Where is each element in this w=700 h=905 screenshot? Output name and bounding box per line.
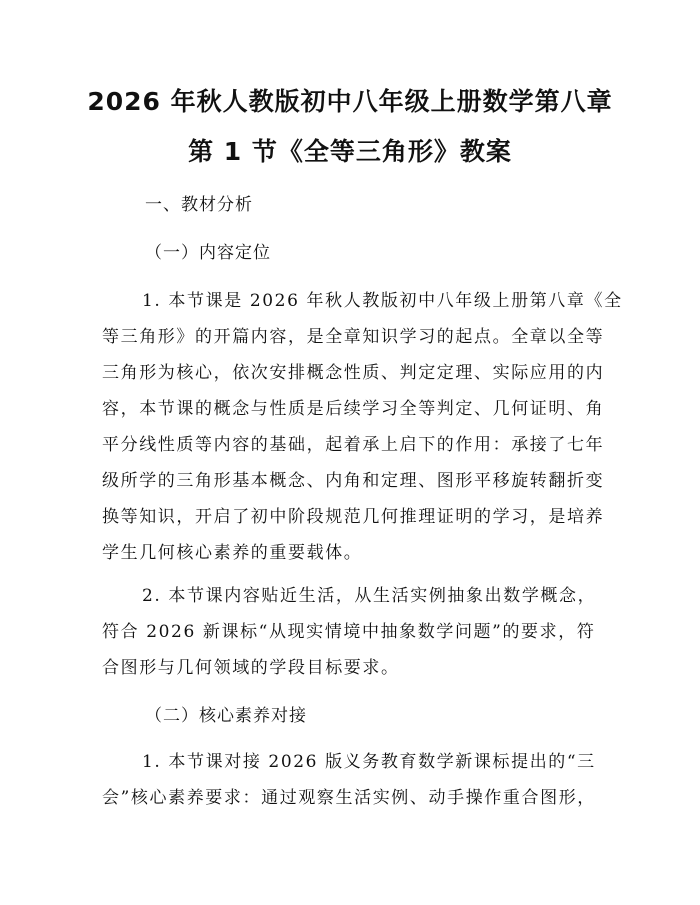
paragraph-line: 合图形与几何领域的学段目标要求。	[102, 658, 400, 678]
paragraph-line: 1. 本节课对接 2026 版义务教育数学新课标提出的“三	[142, 752, 596, 772]
subsection-heading-content-positioning: （一）内容定位	[145, 243, 271, 263]
paragraph-line: 平分线性质等内容的基础，起着承上启下的作用：承接了七年	[102, 435, 605, 455]
paragraph-line: 容，本节课的概念与性质是后续学习全等判定、几何证明、角	[102, 399, 605, 419]
section-heading-teaching-material-analysis: 一、教材分析	[145, 195, 253, 215]
subsection-heading-core-literacy: （二）核心素养对接	[145, 706, 307, 726]
paragraph-content-positioning-2	[102, 578, 600, 686]
document-title-line-2: 第 1 节《全等三角形》教案	[188, 137, 512, 166]
paragraph-line: 1. 本节课是 2026 年秋人教版初中八年级上册第八章《全	[142, 291, 623, 311]
paragraph-line: 三角形为核心，依次安排概念性质、判定定理、实际应用的内	[102, 363, 605, 383]
paragraph-line: 会”核心素养要求：通过观察生活实例、动手操作重合图形，	[102, 788, 596, 808]
paragraph-line: 2. 本节课内容贴近生活，从生活实例抽象出数学概念，	[142, 586, 597, 606]
document-title-line-1: 2026 年秋人教版初中八年级上册数学第八章	[87, 87, 613, 116]
paragraph-line: 换等知识，开启了初中阶段规范几何推理证明的学习，是培养	[102, 507, 605, 527]
paragraph-line: 符合 2026 新课标“从现实情境中抽象数学问题”的要求，符	[102, 622, 596, 642]
paragraph-line: 学生几何核心素养的重要载体。	[102, 543, 363, 563]
paragraph-content-positioning-1	[102, 283, 623, 571]
paragraph-line: 等三角形》的开篇内容，是全章知识学习的起点。全章以全等	[102, 327, 605, 347]
paragraph-line: 级所学的三角形基本概念、内角和定理、图形平移旋转翻折变	[102, 471, 605, 491]
paragraph-core-literacy-1	[102, 744, 600, 816]
